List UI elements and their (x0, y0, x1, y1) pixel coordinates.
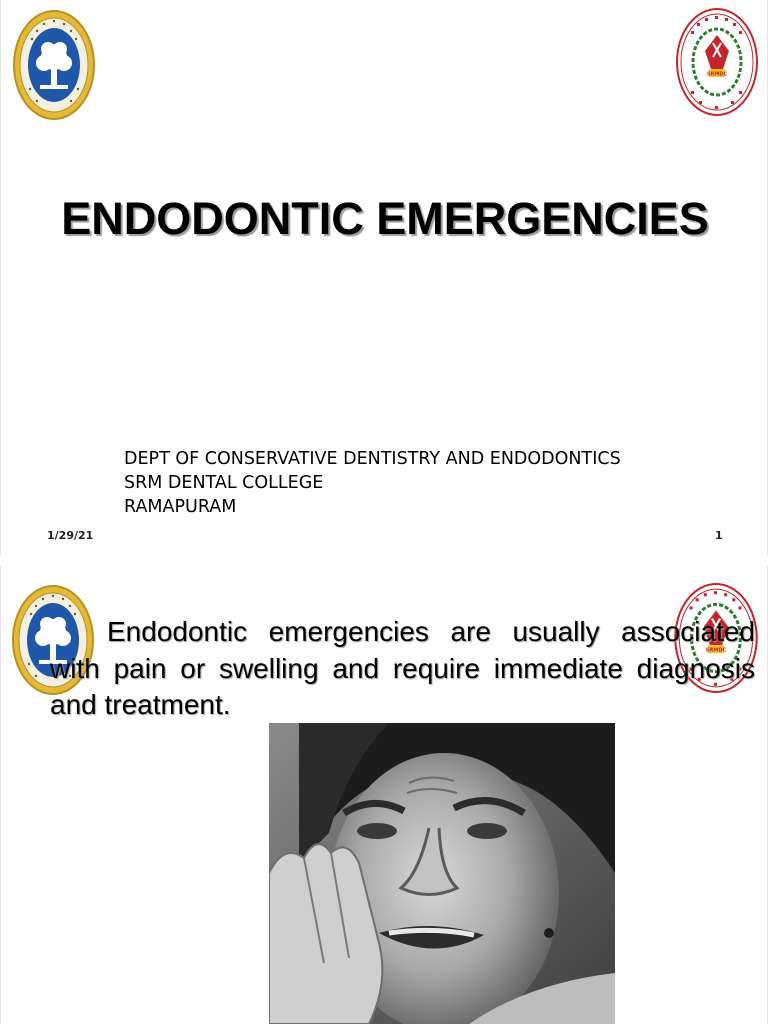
woman-in-pain-photo-icon (269, 723, 615, 1024)
slide-title: ENDODONTIC EMERGENCIES (61, 193, 709, 244)
slide-body-text: Endodontic emergencies are usually associated with pain or swelling and require immediate diagnosis and treatment. (50, 616, 755, 720)
campus-line: RAMAPURAM (124, 497, 237, 517)
srm-institute-seal-icon (12, 9, 96, 121)
srm-dental-college-seal-icon (675, 7, 759, 117)
college-line: SRM DENTAL COLLEGE (124, 473, 324, 493)
svg-text:SRMDC: SRMDC (705, 647, 727, 654)
toothache-photo (269, 723, 615, 1024)
slide-page-number: 1 (715, 529, 723, 542)
department-info (124, 447, 621, 519)
slide-date: 1/29/21 (47, 529, 94, 542)
slide-separator (0, 556, 768, 566)
svg-text:SRMDC: SRMDC (706, 71, 728, 78)
department-line: DEPT OF CONSERVATIVE DENTISTRY AND ENDODONTICS (124, 449, 621, 469)
